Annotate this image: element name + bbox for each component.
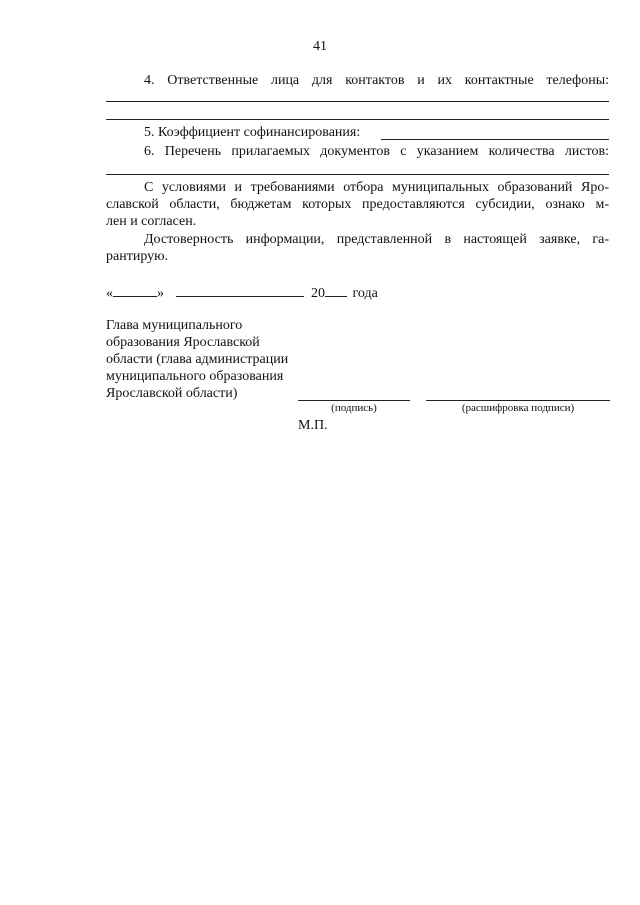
item6-underline xyxy=(106,174,609,175)
stamp-label: М.П. xyxy=(298,418,328,433)
signature-caption: (подпись) xyxy=(331,402,377,414)
page-number: 41 xyxy=(313,39,327,54)
date-year-prefix: 20 xyxy=(311,286,325,301)
date-line xyxy=(106,284,378,302)
date-day-blank xyxy=(113,284,157,297)
date-year-suffix: года xyxy=(352,286,378,301)
reliability-line-2: рантирую. xyxy=(106,249,169,264)
item4-underline-1 xyxy=(106,101,609,102)
date-close-quote: » xyxy=(157,286,164,301)
signatory-line-1: Глава муниципального xyxy=(106,318,243,333)
item5-label: 5. Коэффициент софинансирования: xyxy=(144,125,361,140)
agreement-line-3: лен и согласен. xyxy=(106,214,197,229)
date-month-blank xyxy=(176,284,304,297)
signatory-line-4: муниципального образования xyxy=(106,369,284,384)
signatory-block xyxy=(106,317,288,402)
agreement-line-2: славской области, бюджетам которых предоставляются субсидии, ознако м- xyxy=(106,197,609,212)
item4-underline-2 xyxy=(106,119,609,120)
agreement-line-1: С условиями и требованиями отбора муниципальных образований Яро- xyxy=(144,180,609,195)
item6-label: 6. Перечень прилагаемых документов с указанием количества листов: xyxy=(144,144,609,159)
decoding-caption: (расшифровка подписи) xyxy=(461,402,575,414)
date-year-blank xyxy=(325,284,347,297)
signatory-line-5: Ярославской области) xyxy=(106,386,238,401)
item4-label: 4. Ответственные лица для контактов и их контактные телефоны: xyxy=(144,73,609,88)
signature-decoding-line xyxy=(426,400,610,401)
signatory-line-3: области (глава администрации xyxy=(106,352,289,367)
date-open-quote: « xyxy=(106,286,113,301)
item5-underline xyxy=(381,139,609,140)
signature-line xyxy=(298,400,410,401)
reliability-line-1: Достоверность информации, представленной в настоящей заявке, га- xyxy=(144,232,609,247)
signatory-line-2: образования Ярославской xyxy=(106,335,260,350)
